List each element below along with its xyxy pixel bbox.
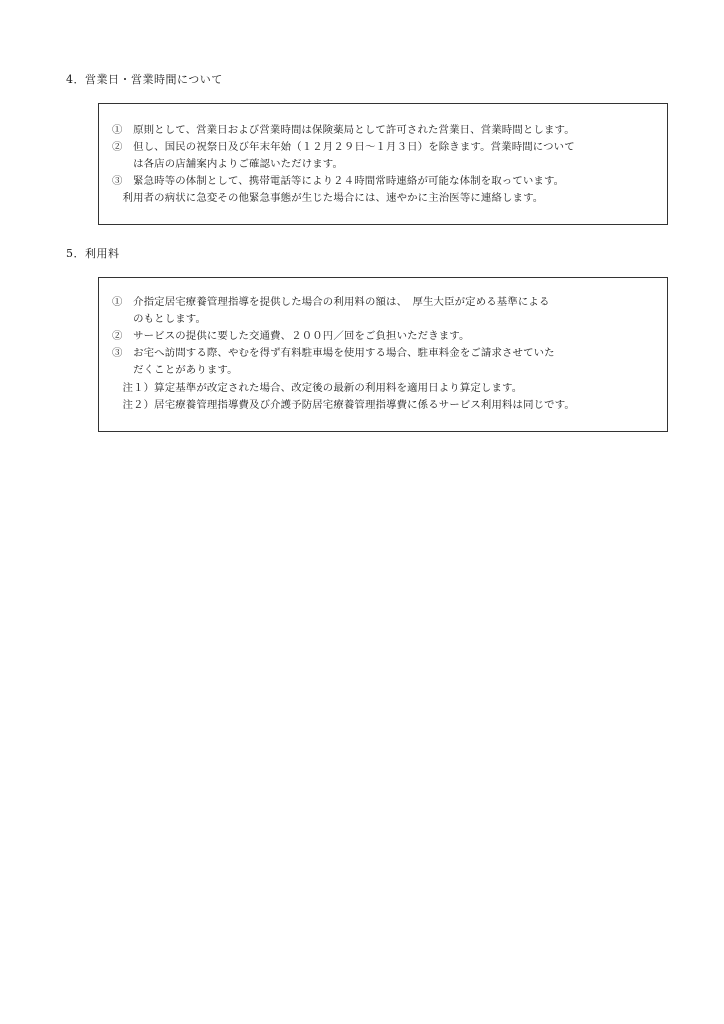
section-5-line-1: ① 介指定居宅療養管理指導を提供した場合の利用料の額は、 厚生大臣が定める基準による — [112, 296, 550, 308]
section-5-line-3: ② サービスの提供に要した交通費、２００円／回をご負担いただきます。 — [112, 330, 470, 342]
section-4-line-4: ③ 緊急時等の体制として、携帯電話等により２４時間常時連絡が可能な体制を取っています。 — [112, 175, 565, 187]
section-5-line-5: だくことがあります。 — [112, 364, 238, 376]
section-4-line-3: は各店の店舗案内よりご確認いただけます。 — [112, 158, 344, 170]
section-5-note-1: 注１）算定基準が改定された場合、改定後の最新の利用料を適用日より算定します。 — [112, 382, 523, 394]
section-4-heading: 4．営業日・営業時間について — [66, 73, 223, 86]
section-5-line-4: ③ お宅へ訪問する際、やむを得ず有料駐車場を使用する場合、駐車料金をご請求させていた — [112, 347, 555, 359]
section-4-line-2: ② 但し、国民の祝祭日及び年末年始（１２月２９日～１月３日）を除きます。営業時間について — [112, 141, 575, 153]
section-4-line-1: ① 原則として、営業日および営業時間は保険薬局として許可された営業日、営業時間とします。 — [112, 124, 575, 136]
section-4-line-5: 利用者の病状に急変その他緊急事態が生じた場合には、速やかに主治医等に連絡します。 — [112, 192, 544, 204]
section-5-note-2: 注２）居宅療養管理指導費及び介護予防居宅療養管理指導費に係るサービス利用料は同じです。 — [112, 399, 575, 411]
section-5-heading: 5．利用料 — [66, 247, 120, 260]
section-5-line-2: のもとします。 — [112, 313, 207, 325]
